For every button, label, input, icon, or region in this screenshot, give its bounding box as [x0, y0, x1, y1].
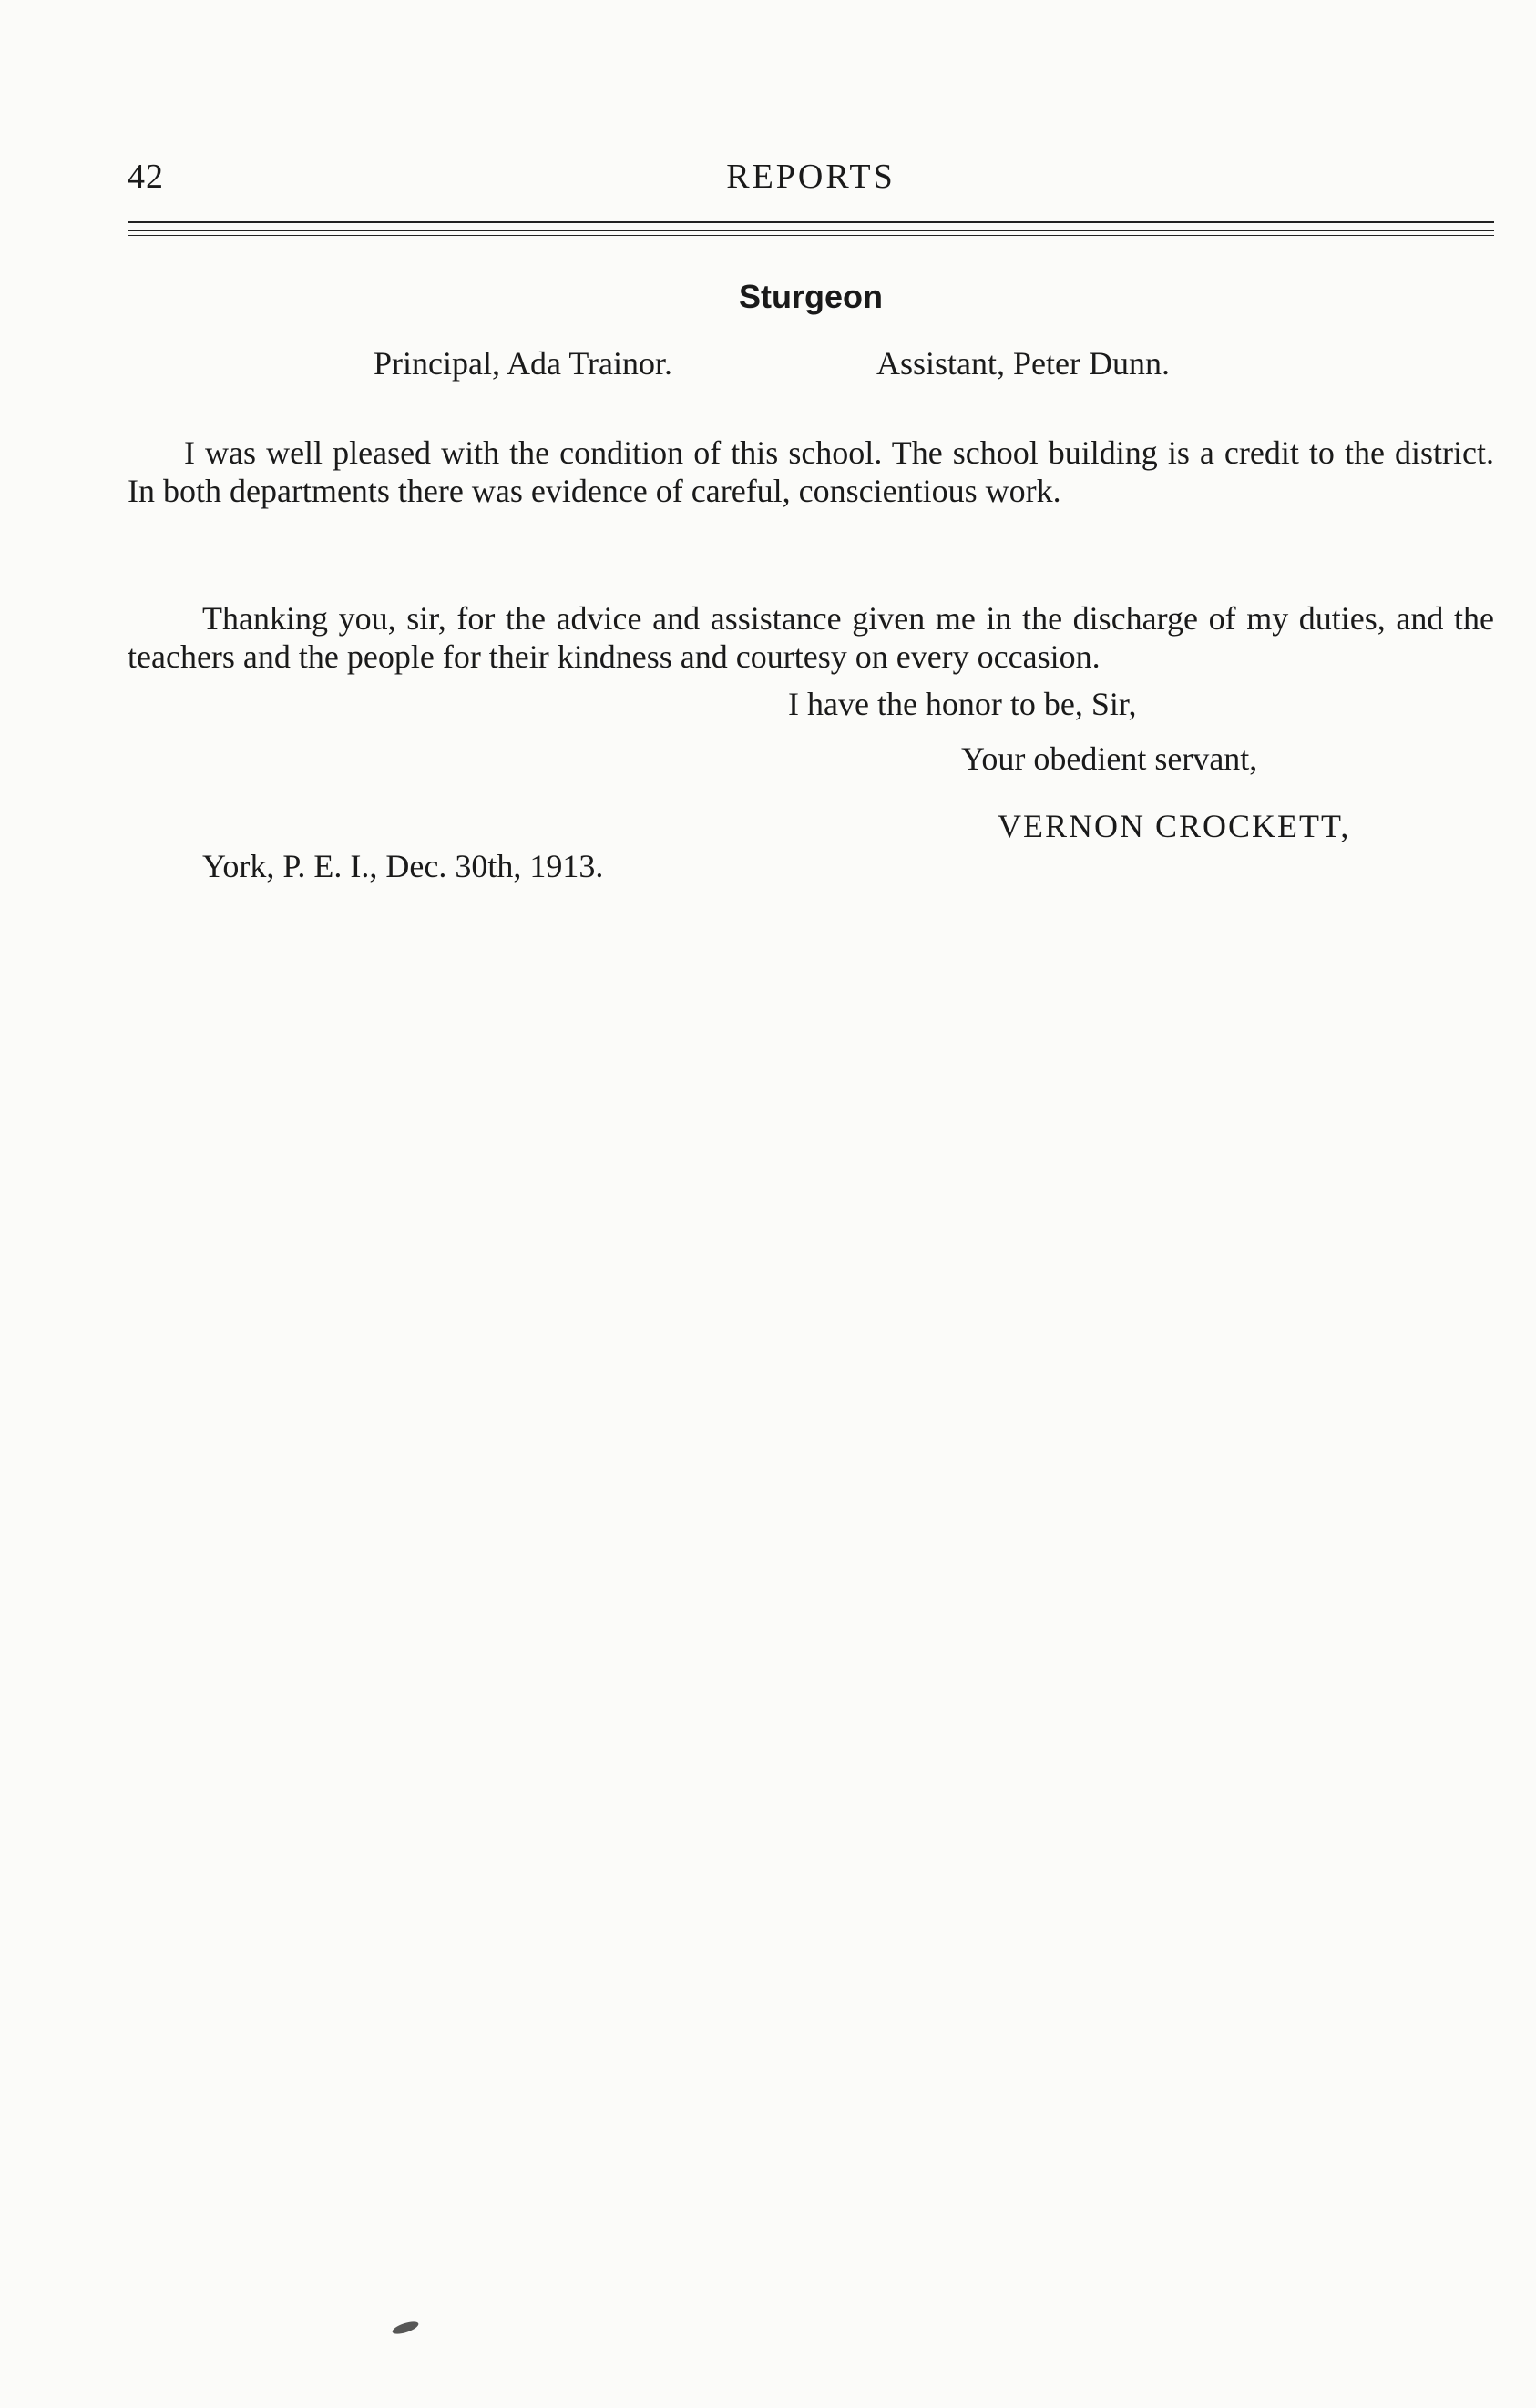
signature: VERNON CROCKETT, [998, 808, 1351, 844]
ink-smudge [390, 2321, 421, 2335]
principal-line: Principal, Ada Trainor. [374, 345, 673, 382]
dateline: York, P. E. I., Dec. 30th, 1913. [202, 848, 604, 884]
assistant-line: Assistant, Peter Dunn. [876, 345, 1170, 382]
closing-honor-line: I have the honor to be, Sir, [788, 686, 1137, 722]
page-number: 42 [128, 158, 164, 196]
running-head [128, 157, 1494, 211]
header-rule-top [128, 221, 1494, 223]
thanks-paragraph: Thanking you, sir, for the advice and assistance given me in the discharge of my duties, and the teachers and the people for their kindness and courtesy on every occasion. [128, 600, 1494, 675]
running-title: REPORTS [726, 158, 896, 196]
report-paragraph: I was well pleased with the condition of this school. The school building is a credit to the district. In both departments there was evidence of careful, conscientious work. [128, 434, 1494, 509]
section-heading: Sturgeon [739, 278, 883, 315]
header-rule-middle [128, 230, 1494, 231]
closing-servant-line: Your obedient servant, [961, 740, 1258, 777]
header-rule-bottom [128, 235, 1494, 236]
